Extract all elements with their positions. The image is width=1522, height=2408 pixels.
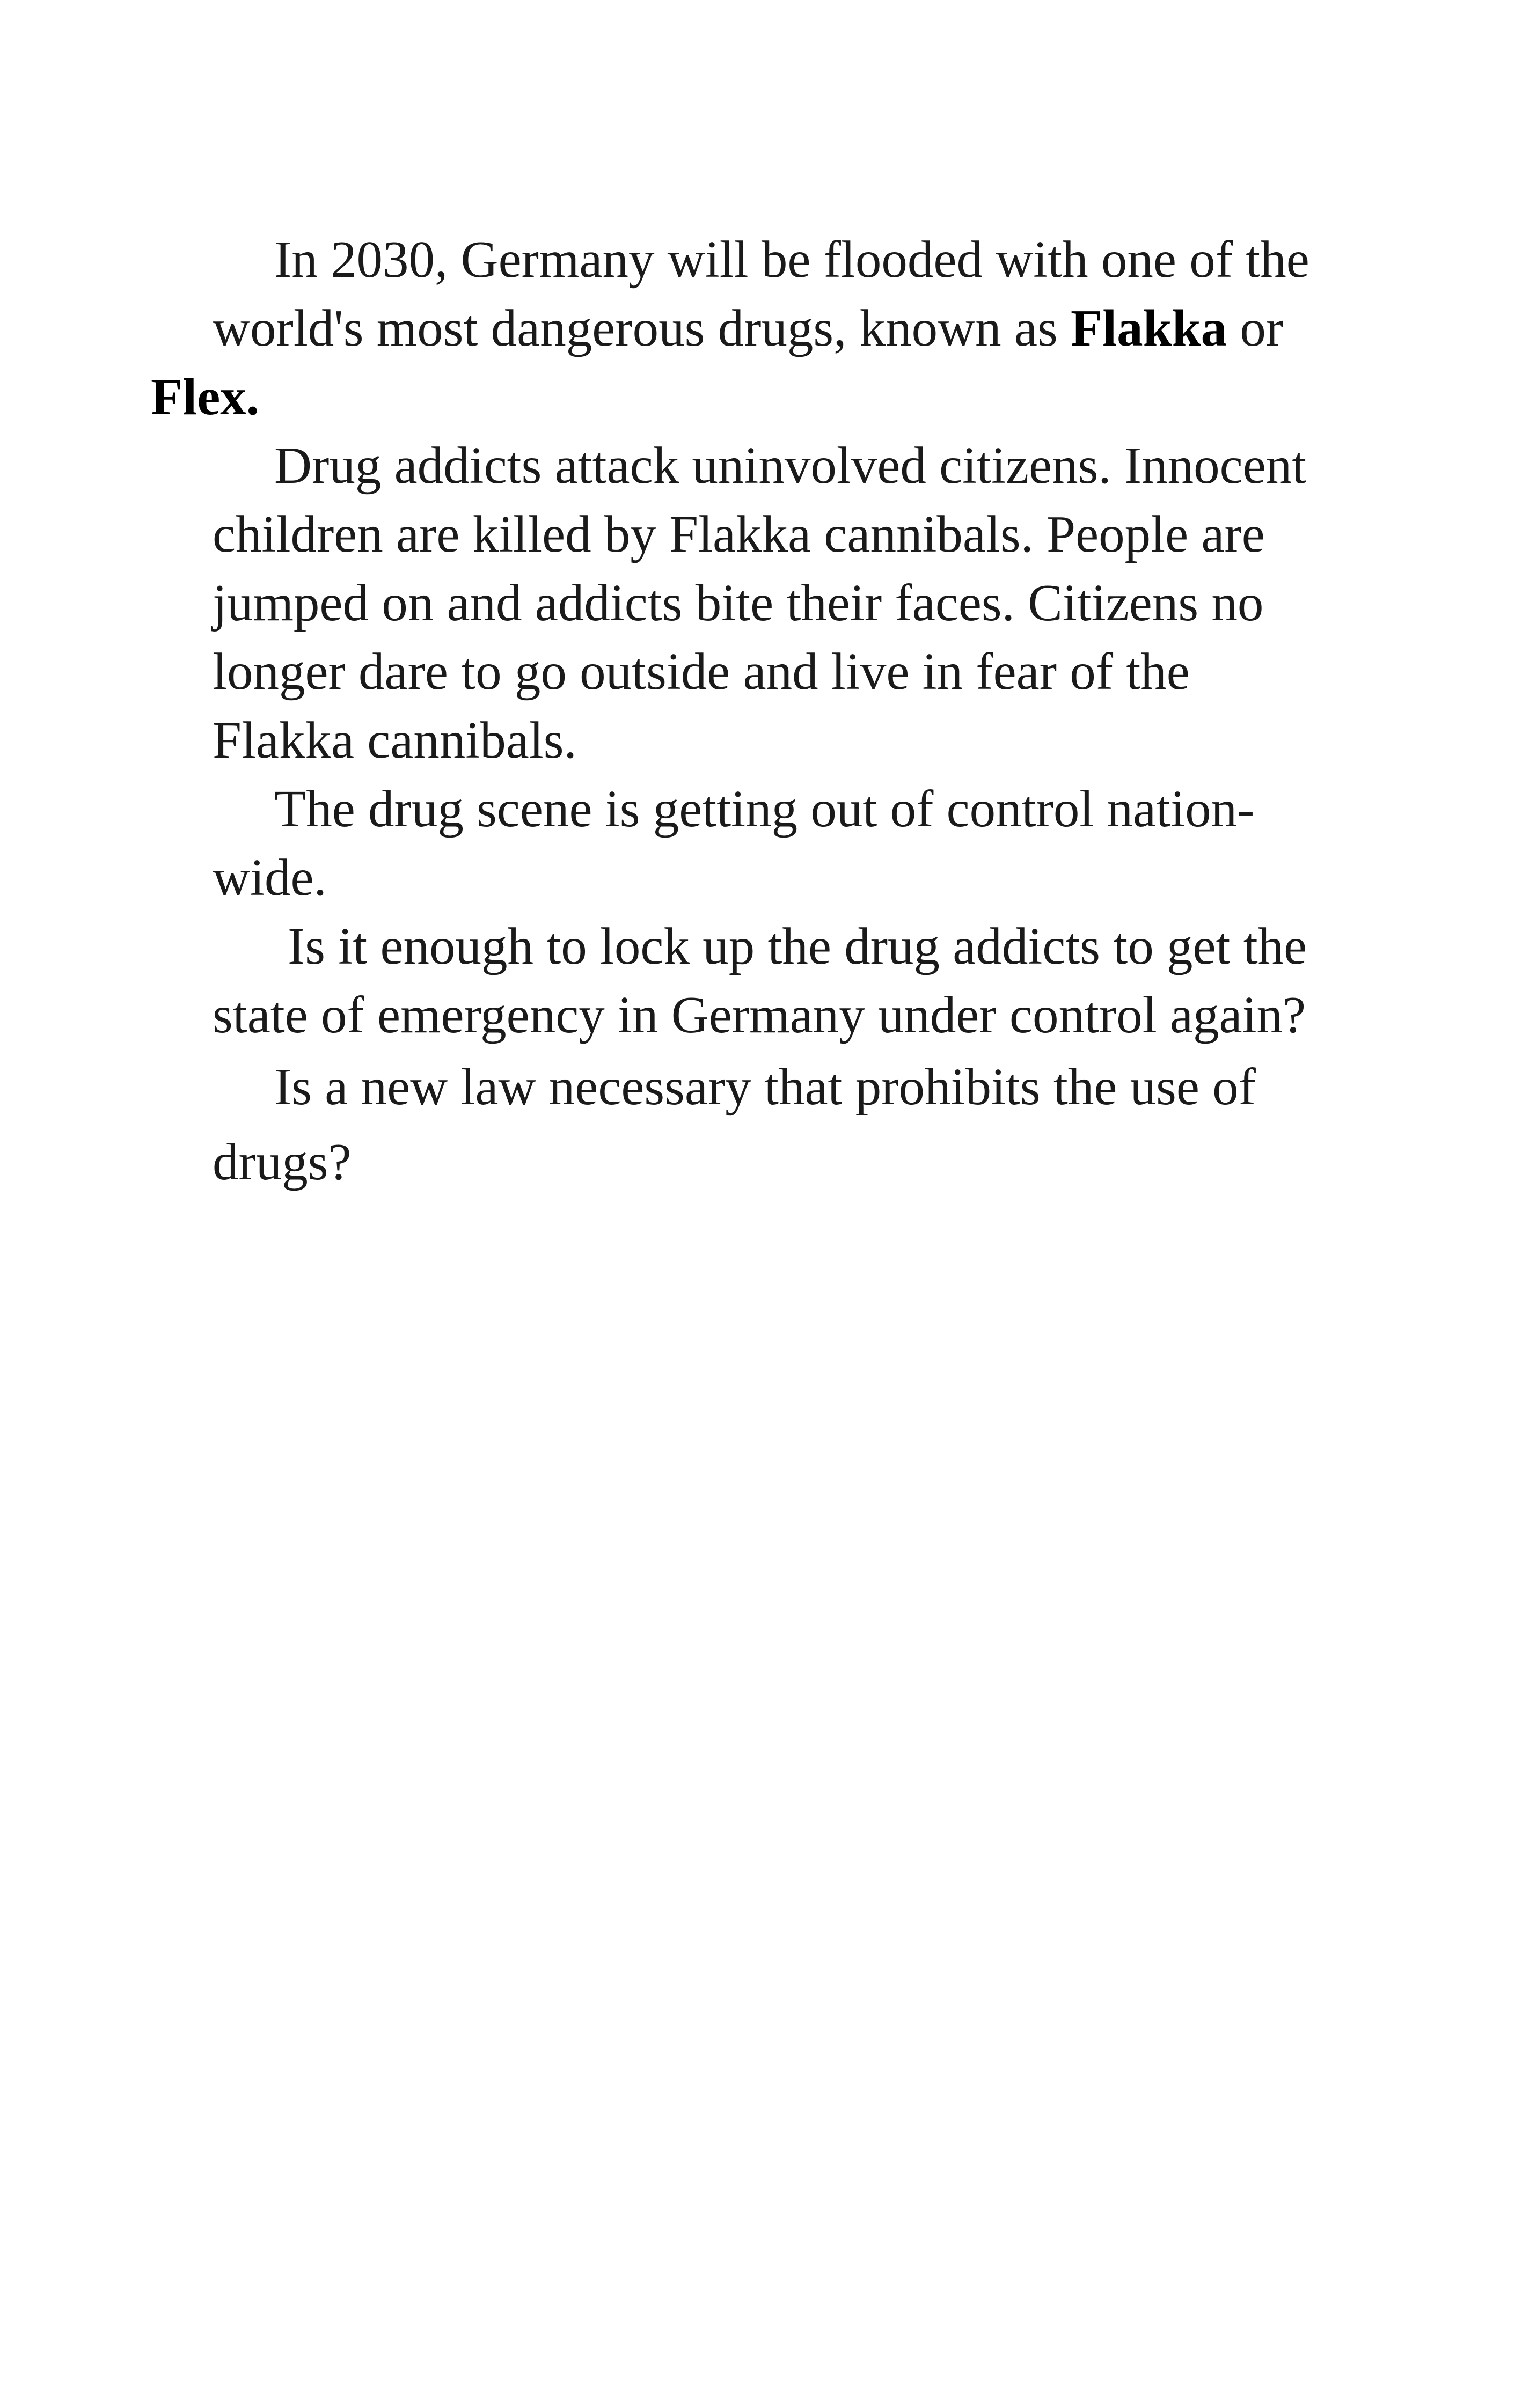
drug-name-flakka: Flakka bbox=[1070, 299, 1227, 357]
paragraph-question-law: Is a new law necessary that prohibits the use of drugs? bbox=[213, 1058, 1256, 1191]
paragraph-question-lockup: Is it enough to lock up the drug addicts to get the state of emergency in Germany under control again? bbox=[213, 917, 1307, 1044]
drug-name-flex: Flex. bbox=[151, 368, 260, 425]
paragraph-attacks: Drug addicts attack uninvolved citizens. Innocent children are killed by Flakka cannibals. People are jumped on and addicts bite their faces. Citizens no longer dare to go outside and live in fear of the Flakka cannibals. bbox=[213, 437, 1307, 769]
paragraph-intro bbox=[151, 225, 1329, 431]
body-text bbox=[151, 225, 1329, 1200]
paragraph-drug-scene: The drug scene is getting out of control nation-wide. bbox=[213, 780, 1255, 906]
paragraph-intro-connector: or bbox=[1227, 299, 1284, 357]
paragraph-intro-text: In 2030, Germany will be flooded with one of the world's most dangerous drugs, known as bbox=[213, 231, 1309, 357]
